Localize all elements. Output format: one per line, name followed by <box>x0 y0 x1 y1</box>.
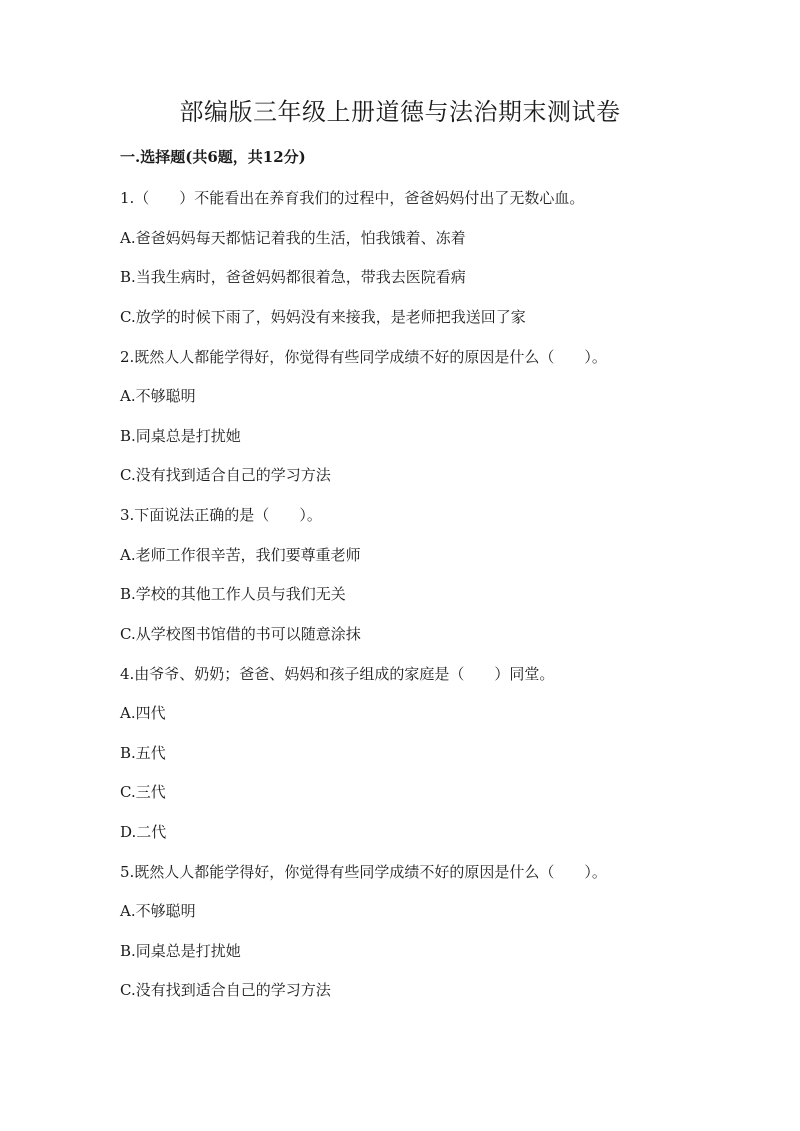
question-stem: 2.既然人人都能学得好，你觉得有些同学成绩不好的原因是什么（ ）。 <box>120 348 607 366</box>
question-option: B.同桌总是打扰她 <box>120 942 241 960</box>
question-option: B.五代 <box>120 744 166 762</box>
question-option: A.不够聪明 <box>120 902 196 920</box>
page-title: 部编版三年级上册道德与法治期末测试卷 <box>179 98 621 126</box>
question-option: B.同桌总是打扰她 <box>120 427 241 445</box>
question-option: C.放学的时候下雨了，妈妈没有来接我，是老师把我送回了家 <box>120 308 526 326</box>
question-stem: 3.下面说法正确的是（ ）。 <box>120 506 322 524</box>
question-option: A.爸爸妈妈每天都惦记着我的生活，怕我饿着、冻着 <box>120 229 466 247</box>
section-heading: 一.选择题(共6题，共12分) <box>120 148 306 166</box>
question-option: C.没有找到适合自己的学习方法 <box>120 466 331 484</box>
question-option: B.当我生病时，爸爸妈妈都很着急，带我去医院看病 <box>120 268 466 286</box>
question-stem: 1.（ ）不能看出在养育我们的过程中，爸爸妈妈付出了无数心血。 <box>120 189 585 207</box>
question-option: D.二代 <box>120 823 167 841</box>
question-option: A.四代 <box>120 704 166 722</box>
question-option: C.没有找到适合自己的学习方法 <box>120 981 331 999</box>
question-stem: 5.既然人人都能学得好，你觉得有些同学成绩不好的原因是什么（ ）。 <box>120 863 607 881</box>
question-option: A.不够聪明 <box>120 387 196 405</box>
question-option: A.老师工作很辛苦，我们要尊重老师 <box>120 546 361 564</box>
question-option: C.从学校图书馆借的书可以随意涂抹 <box>120 625 361 643</box>
question-option: C.三代 <box>120 783 166 801</box>
question-option: B.学校的其他工作人员与我们无关 <box>120 585 346 603</box>
question-stem: 4.由爷爷、奶奶；爸爸、妈妈和孩子组成的家庭是（ ）同堂。 <box>120 665 555 683</box>
